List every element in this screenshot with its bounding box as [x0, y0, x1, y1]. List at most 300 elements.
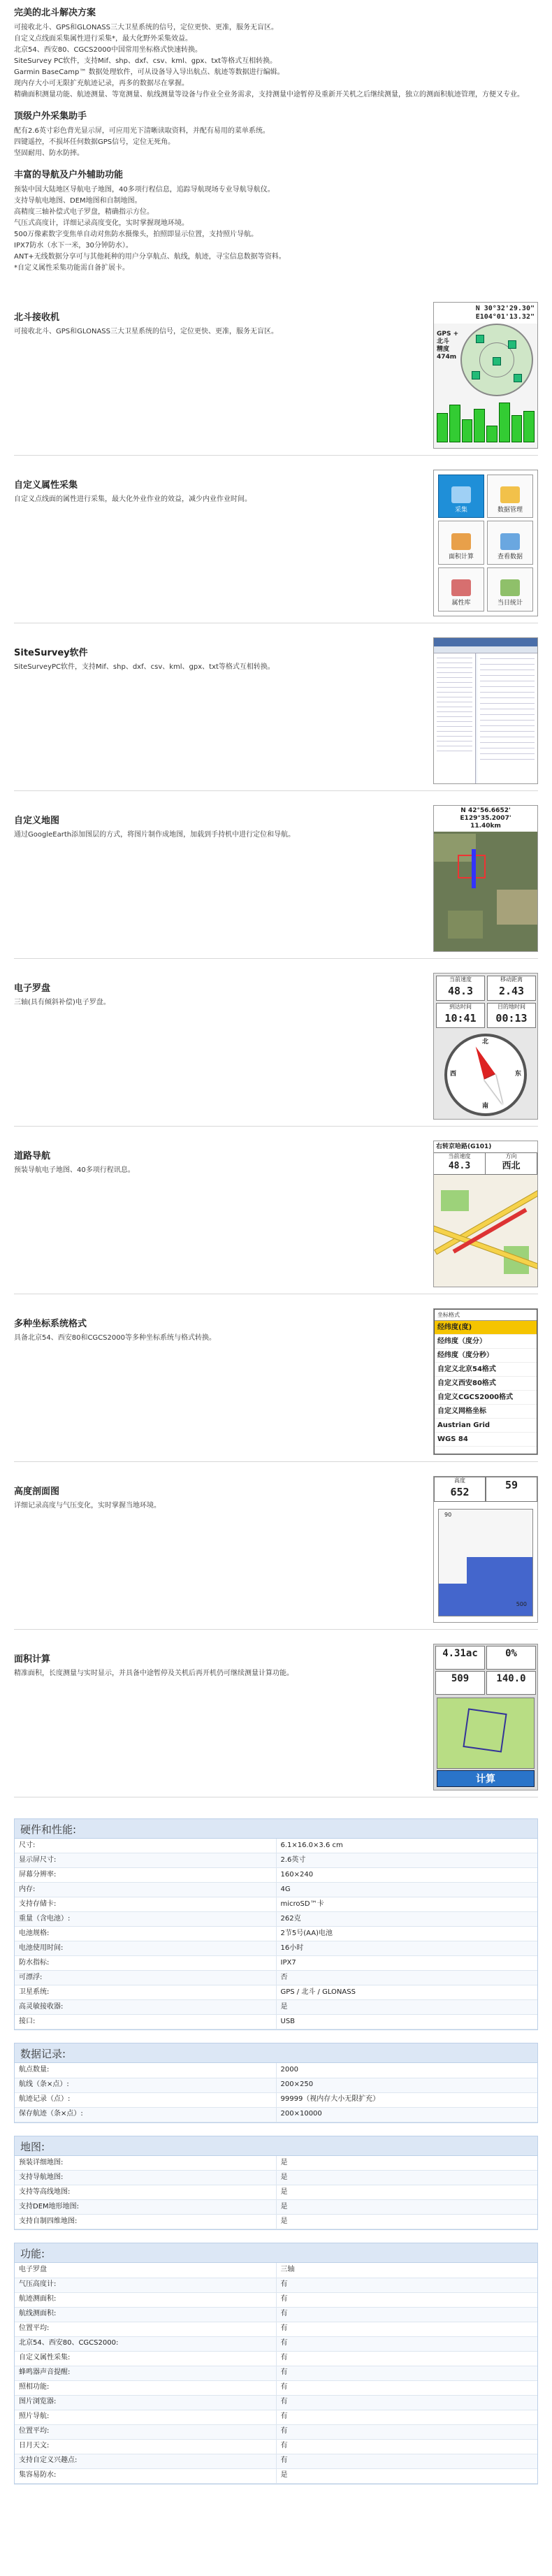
spec-value: 是 — [276, 2215, 537, 2229]
feature-text — [14, 647, 419, 673]
feature-desc: 具备北京54、西安80和CGCS2000等多种坐标系统与格式转换。 — [14, 1334, 216, 1343]
field-value: 48.3 — [448, 1160, 471, 1171]
spec-key: 支持导航地图: — [15, 2171, 276, 2185]
spec-row — [15, 1839, 537, 1853]
direction-east: 东 — [514, 1070, 521, 1078]
spec-key: 航迹测面积: — [15, 2292, 276, 2307]
feature-text — [14, 1150, 419, 1176]
list-item[interactable]: 经纬度(度) — [435, 1321, 537, 1335]
spec-row — [15, 2322, 537, 2336]
field-value: 2.43 — [498, 984, 525, 997]
software-screen — [433, 637, 538, 784]
spec-value: 2000 — [276, 2063, 537, 2078]
field-value: 西北 — [502, 1160, 521, 1171]
spec-row — [15, 2307, 537, 2322]
feature-elevation — [14, 1476, 538, 1630]
intro-line: Garmin BaseCamp™ 数据处理软件，可从设备导入导出航点、航迹等数据进行编辑。 — [14, 68, 284, 76]
window-toolbar — [434, 646, 537, 653]
spec-key: 位置平均: — [15, 2424, 276, 2439]
spec-row — [15, 2278, 537, 2292]
feature-title: SiteSurvey软件 — [14, 647, 88, 658]
spec-key: 保存航迹（条×点）: — [15, 2107, 276, 2122]
spec-key: 接口: — [15, 2015, 276, 2029]
spec-row — [15, 1927, 537, 1941]
spec-row — [15, 2424, 537, 2439]
needle-north — [470, 1043, 496, 1079]
signal-bar — [474, 409, 485, 442]
tile-area-calc[interactable] — [438, 521, 484, 565]
spec-row — [15, 1956, 537, 1971]
elevation-view — [434, 1477, 537, 1622]
spec-row — [15, 2015, 537, 2029]
list-item[interactable]: 自定义CGCS2000格式 — [435, 1391, 537, 1405]
signal-bar — [437, 413, 448, 442]
spec-row — [15, 2000, 537, 2015]
data-field — [487, 976, 536, 1001]
spec-value: GPS / 北斗 / GLONASS — [276, 1985, 537, 2000]
spec-key: 尺寸: — [15, 1839, 276, 1853]
section3-line: 预装中国大陆地区导航电子地图，40多项行程信息，追踪导航现场专业导航导航仪。 — [14, 185, 275, 194]
field-value: 0% — [505, 1647, 517, 1659]
direction-west: 西 — [450, 1070, 457, 1078]
field-label: 高度 — [454, 1477, 465, 1484]
spec-key: 显示屏尺寸: — [15, 1853, 276, 1868]
area-polygon — [463, 1708, 507, 1752]
spec-value: 是 — [276, 2171, 537, 2185]
spec-title: 数据记录: — [15, 2043, 537, 2063]
feature-title: 面积计算 — [14, 1654, 51, 1665]
compass-rose — [444, 1034, 527, 1116]
spec-key: 预装详细地图: — [15, 2156, 276, 2171]
coord-format-list — [434, 1309, 537, 1454]
signal-line: 精度 — [437, 345, 450, 353]
map-coords — [434, 806, 537, 832]
feature-text — [14, 1318, 419, 1344]
tile-label: 当日统计 — [497, 600, 523, 607]
spec-key: 集容易防水: — [15, 2468, 276, 2483]
list-item[interactable]: Austrian Grid — [435, 1419, 537, 1433]
spec-row — [15, 2366, 537, 2380]
spec-row — [15, 1912, 537, 1927]
coordinate-readout — [434, 303, 537, 324]
signal-line: 北斗 — [437, 338, 450, 345]
spec-row — [15, 2063, 537, 2078]
app-grid — [434, 470, 537, 616]
map-field — [497, 890, 538, 925]
feature-beidou — [14, 302, 538, 456]
spec-row — [15, 2351, 537, 2366]
tile-data-manage[interactable] — [487, 475, 533, 519]
satellite-marker — [493, 357, 501, 366]
spec-row — [15, 1853, 537, 1868]
spec-key: 卫星系统: — [15, 1985, 276, 2000]
tile-daily-stats[interactable] — [487, 567, 533, 612]
spec-value: 有 — [276, 2454, 537, 2468]
stats-icon — [500, 579, 520, 596]
area-icon — [451, 533, 471, 550]
spec-value: 有 — [276, 2322, 537, 2336]
feature-area-calc — [14, 1644, 538, 1797]
road-nav-screen — [433, 1141, 538, 1287]
spec-value: 否 — [276, 1971, 537, 1985]
spec-key: 位置平均: — [15, 2322, 276, 2336]
intro-line: 自定义点线面采集属性进行采集*，最大化野外采集效益。 — [14, 34, 192, 43]
signal-bar — [499, 403, 510, 442]
view-icon — [500, 533, 520, 550]
spec-key: 电池规格: — [15, 1927, 276, 1941]
feature-title: 电子罗盘 — [14, 983, 51, 994]
section3-line: *自定义属性采集功能需自备扩展卡。 — [14, 263, 129, 272]
feature-desc: 三轴(具有倾斜补偿)电子罗盘。 — [14, 999, 110, 1007]
feature-road-nav — [14, 1141, 538, 1294]
list-item[interactable]: 自定义西安80格式 — [435, 1377, 537, 1391]
feature-text — [14, 815, 419, 841]
signal-line: GPS + — [437, 330, 459, 338]
satellite-marker — [476, 335, 484, 343]
spec-key: 照片导航: — [15, 2410, 276, 2424]
spec-key: 航线测面积: — [15, 2307, 276, 2322]
area-map — [437, 1698, 535, 1769]
spec-row — [15, 2156, 537, 2171]
field-value: 509 — [451, 1672, 470, 1684]
intro-line: 精确面积测量功能、航迹测量、等宽测量、航线测量等设备与作业全业务需求，支持测量中途暂停及重新开关机之后继续测量，独立的测面积航迹管理，方便又专业。 — [14, 90, 524, 99]
spec-value: IPX7 — [276, 1956, 537, 1971]
map-track — [472, 849, 476, 888]
list-item[interactable]: 自定义北京54格式 — [435, 1363, 537, 1377]
spec-rows — [15, 2063, 537, 2122]
intro-line: 可接收北斗、GPS和GLONASS三大卫星系统的信号，定位更快、更准，服务无盲区。 — [14, 23, 278, 31]
feature-title: 自定义地图 — [14, 815, 60, 826]
tile-label: 查看数据 — [497, 553, 523, 560]
spec-row — [15, 2336, 537, 2351]
feature-title: 北斗接收机 — [14, 312, 60, 323]
section3-title: 丰富的导航及户外辅助功能 — [14, 169, 124, 180]
road-map — [434, 1141, 537, 1287]
spec-value: 160×240 — [276, 1868, 537, 1883]
collect-icon — [451, 486, 471, 503]
spec-value: 有 — [276, 2424, 537, 2439]
feature-title: 道路导航 — [14, 1150, 51, 1162]
feature-text — [14, 983, 419, 1008]
section3-line: 500万像素数字变焦单自动对焦防水摄像头，拍照即显示位置，支持照片导航。 — [14, 230, 259, 238]
feature-desc: 精准面积，长度测量与实时显示，并具备中途暂停及关机后再开机仍可继续测量计算功能。 — [14, 1670, 293, 1678]
section2-line: 四键遥控，不损坏任何数据GPS信号，定位无死角。 — [14, 138, 175, 146]
field-value: 10:41 — [444, 1011, 477, 1025]
section3-line: 支持导航电地图、DEM地图和自制地图。 — [14, 196, 142, 205]
feature-text — [14, 312, 419, 338]
map-coords-text: N 42°56.6652' E129°35.2007' — [460, 806, 511, 822]
menu-screen — [433, 470, 538, 616]
spec-value: 有 — [276, 2366, 537, 2380]
spec-row — [15, 2171, 537, 2185]
spec-key: 航线（条×点）: — [15, 2078, 276, 2092]
section3-line: ANT+无线数据分享可与其他耗种的用户分享航点、航线，航迹，寻宝信息数据等资料。 — [14, 252, 286, 261]
spec-key: 屏幕分辨率: — [15, 1868, 276, 1883]
field-label: 当前速度 — [449, 976, 472, 983]
custom-map-screen — [433, 805, 538, 952]
section3-line: IPX7防水（水下一米，30分钟防水）。 — [14, 241, 133, 249]
folder-icon — [500, 486, 520, 503]
data-field — [436, 1003, 485, 1028]
longitude: E104°01'13.32" — [475, 312, 535, 321]
satellite-marker — [514, 374, 522, 382]
spec-value: 2.6英寸 — [276, 1853, 537, 1868]
spec-row — [15, 2263, 537, 2278]
section3-list — [14, 184, 538, 274]
spec-table-functions — [14, 2243, 538, 2484]
spec-title: 地图: — [15, 2136, 537, 2156]
section2-title: 顶级户外采集助手 — [14, 110, 87, 122]
section3-line: 气压式高度计，详细记录高度变化，实时掌握现地环境。 — [14, 219, 189, 227]
map-scale: 11.40km — [470, 822, 501, 830]
window-titlebar — [434, 638, 537, 646]
spec-value: 有 — [276, 2410, 537, 2424]
feature-desc: 详细记录高度与气压变化，实时掌握当地环境。 — [14, 1502, 161, 1510]
tile-label: 面积计算 — [448, 553, 474, 560]
satellite-map — [434, 806, 537, 951]
field-value: 00:13 — [495, 1011, 528, 1025]
data-field — [435, 1646, 485, 1670]
section2-list — [14, 126, 538, 159]
spec-key: 照相功能: — [15, 2380, 276, 2395]
spec-key: 可漂浮: — [15, 1971, 276, 1985]
spec-value: 三轴 — [276, 2263, 537, 2278]
list-item[interactable]: 经纬度（度分） — [435, 1335, 537, 1349]
spec-row — [15, 2107, 537, 2122]
data-field — [486, 1153, 537, 1174]
coord-format-screen — [433, 1308, 538, 1455]
spec-value: 是 — [276, 2200, 537, 2215]
list-item[interactable]: WGS 84 — [435, 1433, 537, 1447]
spec-row — [15, 1985, 537, 2000]
feature-attribute-collect — [14, 470, 538, 623]
tile-view-data[interactable] — [487, 521, 533, 565]
spec-row — [15, 1971, 537, 1985]
data-field — [487, 1003, 536, 1028]
data-field — [486, 1646, 536, 1670]
spec-key: 重量（含电池）: — [15, 1912, 276, 1927]
features-section — [14, 302, 538, 1797]
feature-title: 多种坐标系统格式 — [14, 1318, 87, 1329]
spec-value: 6.1×16.0×3.6 cm — [276, 1839, 537, 1853]
signal-bar — [511, 415, 523, 442]
spec-value: 是 — [276, 2468, 537, 2483]
spec-key: 高灵敏接收器: — [15, 2000, 276, 2015]
spec-table-maps — [14, 2136, 538, 2231]
spec-key: 航点数量: — [15, 2063, 276, 2078]
spec-value: microSD™卡 — [276, 1897, 537, 1912]
intro-title: 完美的北斗解决方案 — [14, 8, 96, 18]
list-item[interactable]: 经纬度（度分秒） — [435, 1349, 537, 1363]
map-field — [448, 911, 483, 939]
feature-text — [14, 479, 419, 505]
spec-value: 200×250 — [276, 2078, 537, 2092]
signal-info — [437, 331, 458, 361]
spec-key: 北京54、西安80、CGCS2000: — [15, 2336, 276, 2351]
axis-label: 500 — [516, 1600, 527, 1607]
data-field — [486, 1477, 537, 1502]
satellite-marker — [472, 371, 480, 379]
signal-bar — [462, 419, 473, 442]
spec-row — [15, 2454, 537, 2468]
intro-list — [14, 22, 538, 101]
spec-value: 4G — [276, 1883, 537, 1897]
nav-fields — [434, 1153, 537, 1175]
tree-panel — [434, 653, 476, 783]
spec-key: 航迹记录（点）: — [15, 2092, 276, 2107]
signal-line: 474m — [437, 353, 457, 361]
signal-bar — [449, 405, 460, 442]
satellite-view — [434, 303, 537, 448]
map-park — [441, 1190, 469, 1211]
spec-row — [15, 2185, 537, 2200]
spec-row — [15, 1941, 537, 1956]
content-panel — [477, 653, 537, 783]
spec-rows — [15, 1839, 537, 2030]
spec-value: 有 — [276, 2380, 537, 2395]
spec-key: 支持DEM地形地图: — [15, 2200, 276, 2215]
spec-key: 支持存储卡: — [15, 1897, 276, 1912]
spec-value: 有 — [276, 2351, 537, 2366]
spec-key: 日月天文: — [15, 2439, 276, 2454]
field-label: 方向 — [505, 1152, 517, 1159]
field-value: 48.3 — [447, 984, 474, 997]
spec-value: 200×10000 — [276, 2107, 537, 2122]
signal-bar — [486, 426, 497, 442]
spec-value: 有 — [276, 2307, 537, 2322]
field-value: 59 — [504, 1478, 518, 1491]
list-item[interactable]: 自定义网格坐标 — [435, 1405, 537, 1419]
spec-row — [15, 2380, 537, 2395]
spec-table-data — [14, 2043, 538, 2123]
spec-key: 支持自定义兴趣点: — [15, 2454, 276, 2468]
spec-key: 支持自制四维地图: — [15, 2215, 276, 2229]
spec-title: 功能: — [15, 2243, 537, 2263]
spec-value: 262克 — [276, 1912, 537, 1927]
specs-section — [14, 1818, 538, 2511]
spec-rows — [15, 2263, 537, 2484]
spec-value: 16小时 — [276, 1941, 537, 1956]
field-label: 到达时间 — [449, 1003, 472, 1010]
spec-key: 内存: — [15, 1883, 276, 1897]
feature-compass — [14, 973, 538, 1127]
list-title: 坐标格式 — [435, 1310, 537, 1322]
data-field — [436, 976, 485, 1001]
sky-view — [460, 324, 533, 396]
spec-key: 支持等高线地图: — [15, 2185, 276, 2200]
spec-value: 有 — [276, 2439, 537, 2454]
spec-row — [15, 2468, 537, 2483]
feature-desc: 通过GoogleEarth添加图层的方式，将图片制作成地图，加载到手持机中进行定位和导航。 — [14, 831, 296, 839]
spec-key: 电子罗盘 — [15, 2263, 276, 2278]
elevation-fields — [434, 1477, 537, 1502]
elevation-plot — [438, 1509, 533, 1616]
turn-instruction: 右转京哈路(G101) — [434, 1141, 537, 1153]
spec-row — [15, 1897, 537, 1912]
spec-row — [15, 1883, 537, 1897]
spec-title: 硬件和性能: — [15, 1819, 537, 1839]
tile-label: 数据管理 — [497, 507, 523, 514]
library-icon — [451, 579, 471, 596]
feature-title: 自定义属性采集 — [14, 479, 78, 491]
field-value: 652 — [450, 1485, 470, 1498]
section2-line: 坚固耐用、防水防摔。 — [14, 149, 84, 157]
field-value: 4.31ac — [442, 1647, 478, 1659]
intro-line: 北京54、西安80、CGCS2000中国常用坐标格式快速转换。 — [14, 45, 202, 54]
field-label: 移动距离 — [500, 976, 523, 983]
intro-line: SiteSurvey PC软件，支持Mif、shp、dxf、csv、kml、gpx、txt等格式互相转换。 — [14, 57, 277, 65]
area-calc-screen — [433, 1644, 538, 1790]
spec-row — [15, 2092, 537, 2107]
direction-north: 北 — [482, 1038, 489, 1045]
satellite-marker — [508, 340, 516, 349]
spec-key: 自定义属性采集: — [15, 2351, 276, 2366]
spec-value: 是 — [276, 2000, 537, 2015]
feature-text — [14, 1654, 419, 1679]
spec-value: 99999（视内存大小无限扩充） — [276, 2092, 537, 2107]
feature-desc: SiteSurveyPC软件，支持Mif、shp、dxf、csv、kml、gpx、txt等格式互相转换。 — [14, 663, 275, 672]
area-fields — [434, 1644, 537, 1696]
signal-bar — [523, 411, 535, 442]
satellite-screen — [433, 302, 538, 449]
spec-key: 图片浏览器: — [15, 2395, 276, 2410]
spec-value: 有 — [276, 2336, 537, 2351]
feature-desc: 预装导航电子地图、40多项行程讯息。 — [14, 1166, 135, 1175]
feature-text — [14, 1486, 419, 1512]
latitude: N 30°32'29.30" — [475, 304, 535, 312]
section3-line: 高精度三轴补偿式电子罗盘，精确指示方位。 — [14, 208, 154, 216]
spec-row — [15, 2078, 537, 2092]
data-field — [486, 1671, 536, 1695]
spec-value: 有 — [276, 2278, 537, 2292]
tile-label: 属性库 — [451, 600, 471, 607]
elevation-screen — [433, 1476, 538, 1623]
feature-title: 高度剖面图 — [14, 1486, 60, 1497]
field-label: 当前速度 — [448, 1152, 471, 1159]
spec-key: 蜂鸣器声音提醒: — [15, 2366, 276, 2380]
spec-key: 防水指标: — [15, 1956, 276, 1971]
software-window — [434, 638, 537, 783]
signal-bars — [437, 400, 535, 442]
section2-line: 配有2.6英寸彩色背光显示屏，可应用光下清晰读取资料，并配有易用的菜单系统。 — [14, 126, 270, 135]
spec-row — [15, 2200, 537, 2215]
area-calc-view — [434, 1644, 537, 1790]
calculate-button[interactable]: 计算 — [437, 1770, 535, 1787]
spec-value: USB — [276, 2015, 537, 2029]
spec-value: 有 — [276, 2292, 537, 2307]
direction-south: 南 — [482, 1103, 489, 1110]
spec-value: 是 — [276, 2156, 537, 2171]
elevation-area — [439, 1584, 467, 1616]
axis-label: 90 — [444, 1511, 452, 1518]
field-value: 140.0 — [496, 1672, 526, 1684]
spec-row — [15, 2439, 537, 2454]
tile-attribute-lib[interactable] — [438, 567, 484, 612]
spec-row — [15, 2410, 537, 2424]
intro-section — [14, 0, 538, 274]
spec-row — [15, 2292, 537, 2307]
spec-value: 是 — [276, 2185, 537, 2200]
feature-custom-map — [14, 805, 538, 959]
spec-key: 气压高度计: — [15, 2278, 276, 2292]
spec-value: 2节5号(AA)电池 — [276, 1927, 537, 1941]
spec-row — [15, 2395, 537, 2410]
compass-view — [434, 974, 537, 1119]
tile-label: 采集 — [454, 507, 467, 514]
data-field — [434, 1153, 486, 1174]
tile-collect[interactable] — [438, 475, 484, 519]
feature-desc: 自定义点线面的属性进行采集，最大化外业作业的效益，减少内业作业时间。 — [14, 495, 252, 504]
